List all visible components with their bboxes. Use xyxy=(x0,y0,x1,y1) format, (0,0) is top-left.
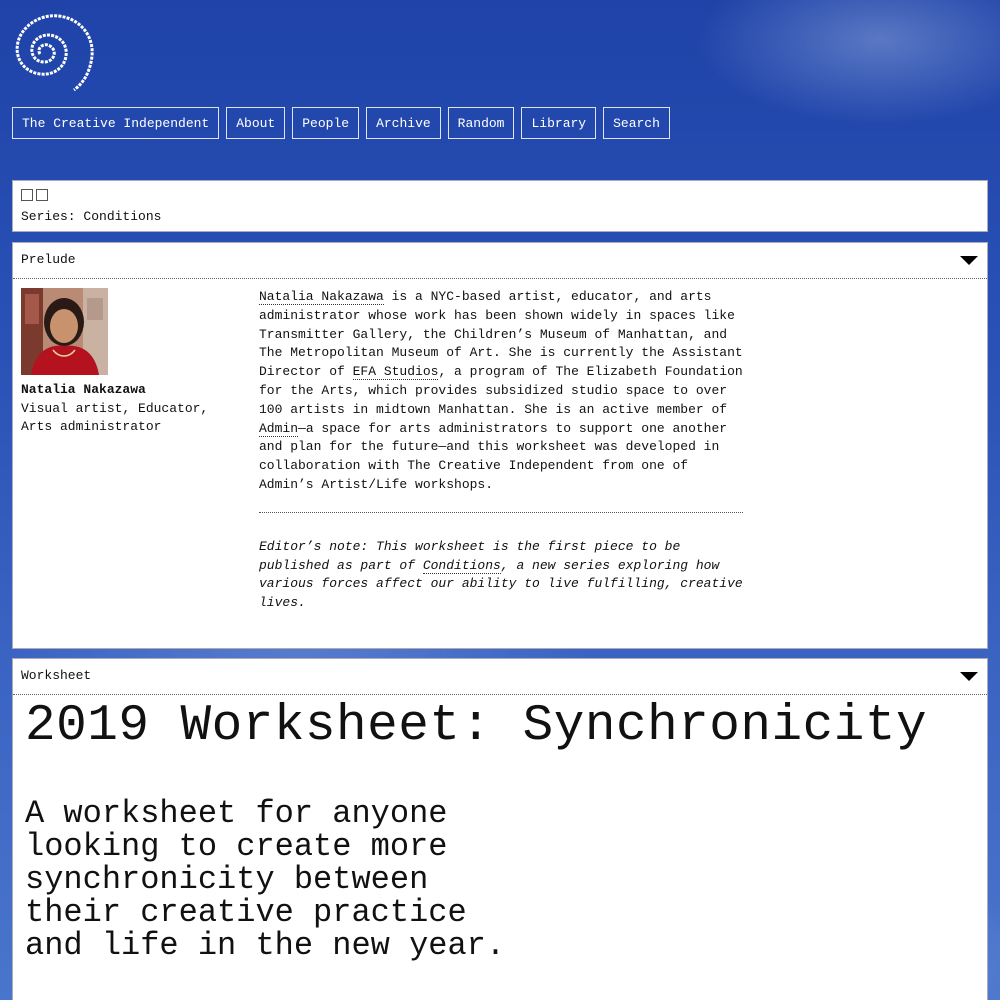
collapse-caret-icon[interactable] xyxy=(960,256,978,265)
author-role: Visual artist, Educator, Arts administrator xyxy=(21,400,209,434)
prelude-body xyxy=(259,288,743,613)
efa-studios-link[interactable]: EFA Studios xyxy=(352,364,439,380)
admin-link[interactable]: Admin xyxy=(259,420,299,436)
editor-note-text-1: Editor’s note: This worksheet is the first piece to be published as part of xyxy=(259,538,681,573)
nav-search-link[interactable]: Search xyxy=(603,107,670,139)
window-box-1[interactable] xyxy=(21,189,33,201)
nav-archive-link[interactable]: Archive xyxy=(366,107,441,139)
worksheet-title: 2019 Worksheet: Synchronicity xyxy=(25,698,928,755)
window-controls xyxy=(21,189,979,202)
series-label[interactable]: Series: Conditions xyxy=(21,209,162,224)
author-name-link[interactable]: Natalia Nakazawa xyxy=(259,289,384,304)
nav-random-link[interactable]: Random xyxy=(448,107,515,139)
window-box-2[interactable] xyxy=(36,189,48,201)
collapse-caret-icon[interactable] xyxy=(960,672,978,681)
editor-note-text-2: , a new series exploring how various forces affect our ability to live fulfilling, creative lives. xyxy=(259,557,743,611)
author-bio xyxy=(259,288,743,495)
conditions-link[interactable]: Conditions xyxy=(422,557,501,573)
worksheet-header-label: Worksheet xyxy=(21,668,92,683)
bio-text-3: —a space for arts administrators to support one another and plan for the future—and this worksheet was developed in collaboration with The Creative Independent from one of Admin’s Artist/Life workshops. xyxy=(259,420,728,492)
bio-text-2: , a program of The Elizabeth Foundation for the Arts, which provides subsidized studio space to over 100 artists in midtown Manhattan. She is an active member of xyxy=(259,364,743,417)
series-panel xyxy=(12,180,988,232)
prelude-header[interactable] xyxy=(13,243,987,279)
author-name: Natalia Nakazawa xyxy=(21,382,146,397)
nav-library-link[interactable]: Library xyxy=(521,107,596,139)
bio-text-1: is a NYC-based artist, educator, and arts administrator whose work has been shown widely in spaces like Transmitter Gallery, the Children’s Museum of Manhattan, and The Metropolitan Museum of Art. She is currently the Assistant Director of xyxy=(259,289,743,380)
author-card xyxy=(21,288,241,437)
prelude-panel xyxy=(12,242,988,649)
nav-people-link[interactable]: People xyxy=(292,107,359,139)
author-photo xyxy=(21,288,108,375)
worksheet-panel xyxy=(12,658,988,1000)
divider xyxy=(259,512,743,513)
main-nav xyxy=(12,107,670,139)
spiral-logo-icon[interactable] xyxy=(10,10,98,92)
prelude-header-label: Prelude xyxy=(21,252,76,267)
worksheet-subtitle: A worksheet for anyone looking to create more synchronicity between their creative practice and life in the new year. xyxy=(25,795,506,964)
nav-home-link[interactable]: The Creative Independent xyxy=(12,107,219,139)
nav-about-link[interactable]: About xyxy=(226,107,285,139)
worksheet-header[interactable] xyxy=(13,659,987,695)
editor-note xyxy=(259,538,743,613)
